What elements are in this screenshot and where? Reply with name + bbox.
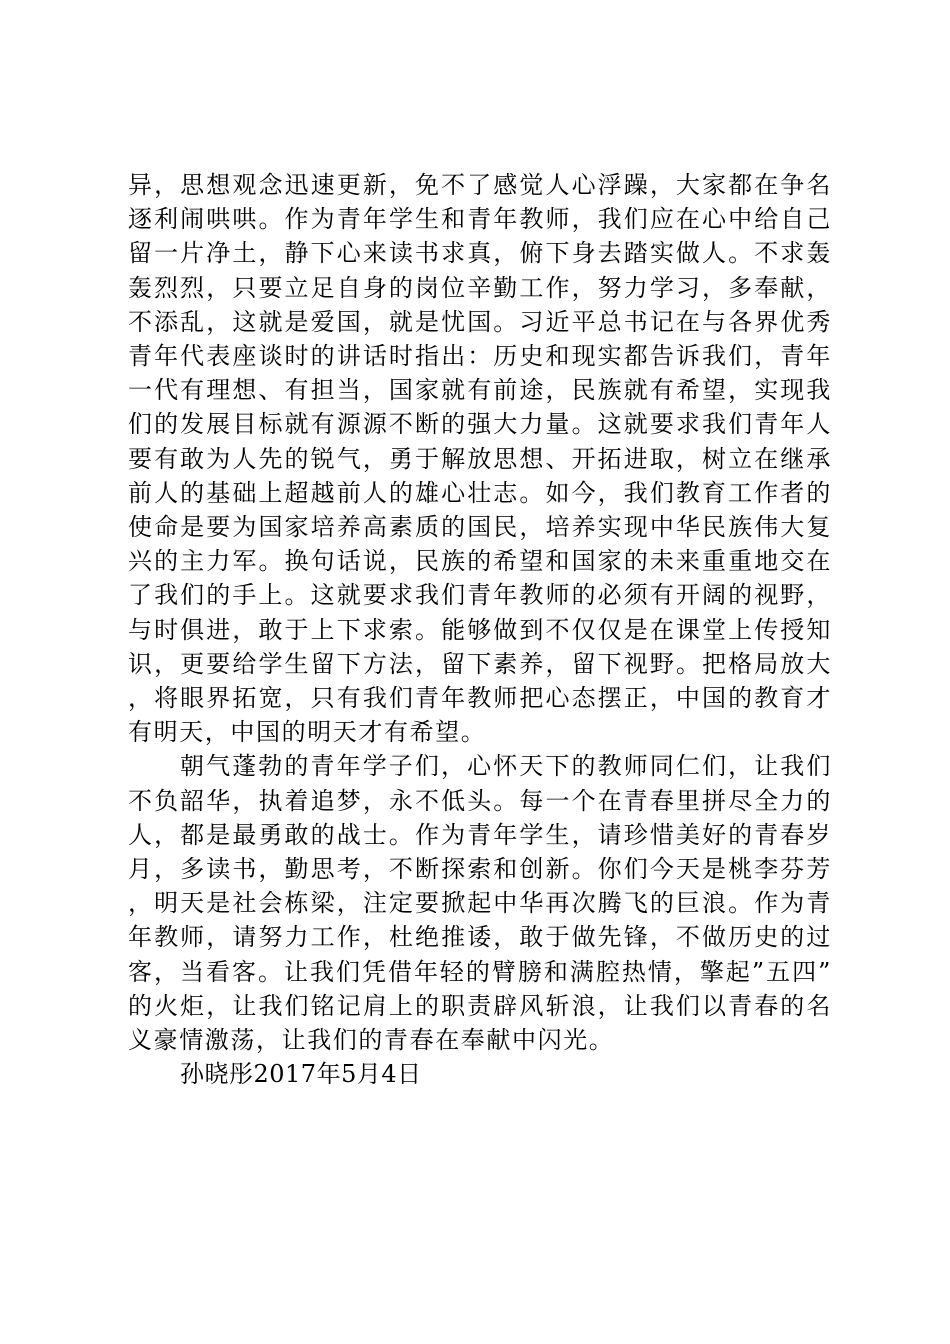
signature-date: 孙晓彤2017年5月4日 xyxy=(180,1060,422,1089)
paragraph-continued: 异，思想观念迅速更新，免不了感觉人心浮躁，大家都在争名逐利闹哄哄。作为青年学生和青年教师，我们应在心中给自己留一片净土，静下心来读书求真，俯下身去踏实做人。不求轰轰烈烈，只要立足自身的岗位辛勤工作，努力学习，多奉献，不添乱，这就是爱国，就是忧国。习近平总书记在与各界优秀青年代表座谈时的讲话时指出：历史和现实都告诉我们，青年一代有理想、有担当，国家就有前途，民族就有希望，实现我们的发展目标就有源源不断的强大力量。这就要求我们青年人要有敢为人先的锐气，勇于解放思想、开拓进取，树立在继承前人的基础上超越前人的雄心壮志。如今，我们教育工作者的使命是要为国家培养高素质的国民，培养实现中华民族伟大复兴的主力军。换句话说，民族的希望和国家的未来重重地交在了我们的手上。这就要求我们青年教师的必须有开阔的视野，与时俱进，敢于上下求索。能够做到不仅仅是在课堂上传授知识，更要给学生留下方法，留下素养，留下视野。把格局放大，将眼界拓宽，只有我们青年教师把心态摆正，中国的教育才有明天，中国的明天才有希望。 xyxy=(128,171,832,747)
paragraph-closing: 朝气蓬勃的青年学子们，心怀天下的教师同仁们，让我们不负韶华，执着追梦，永不低头。每一个在青春里拼尽全力的人，都是最勇敢的战士。作为青年学生，请珍惜美好的青春岁月，多读书，勤思考，不断探索和创新。你们今天是桃李芬芳，明天是社会栋梁，注定要掀起中华再次腾飞的巨浪。作为青年教师，请努力工作，杜绝推诿，敢于做先锋，不做历史的过客，当看客。让我们凭借年轻的臂膀和满腔热情，擎起”五四”的火炬，让我们铭记肩上的职责辟风斩浪，让我们以青春的名义豪情激荡，让我们的青春在奉献中闪光。 xyxy=(128,752,832,1055)
document-body xyxy=(128,168,832,1091)
